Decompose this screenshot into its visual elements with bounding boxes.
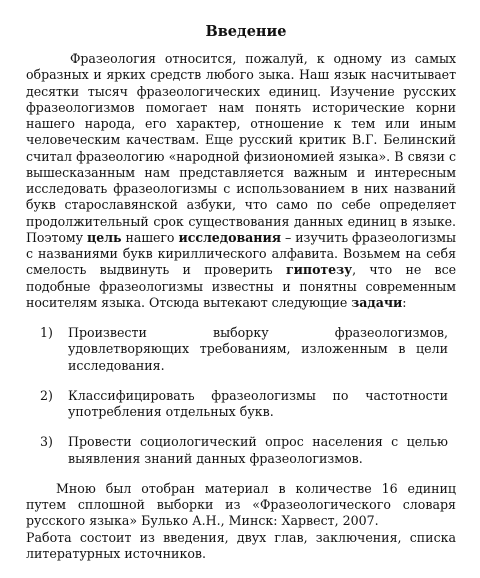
intro-text-1: Фразеология относится, пожалуй, к одному из самых образных и ярких средств любого зыка. Наш язык насчитывает десятки тысяч фразеологических единиц. Изучение русских фразеологизмов помогает нам понять исторические корни нашего народа, его характер, отношение к тем или иным человеческим качествам. Еще русский критик В.Г. Белинский считал фразеологию «народной физиономией языка». В связи с вышесказанным нам представляется важным и интересным исследовать фразеологизмы с использованием в них названий букв старославянской азбуки, что само по себе определяет продолжительный срок существования данных единиц в языке. Поэтому bbox=[26, 51, 456, 245]
list-item-number: 2) bbox=[40, 387, 53, 403]
list-item bbox=[26, 434, 456, 467]
research-keyword: исследования bbox=[178, 229, 281, 245]
tasks-keyword: задачи bbox=[351, 294, 403, 310]
list-item-text: Произвести выборку фразеологизмов, удовлетворяющих требованиям, изложенным в цели исследования. bbox=[68, 325, 448, 373]
list-item-number: 1) bbox=[40, 325, 53, 340]
list-item bbox=[26, 325, 456, 374]
intro-text-5: : bbox=[402, 294, 407, 310]
hypothesis-keyword: гипотезу bbox=[285, 262, 353, 278]
material-paragraph: Мною был отобран материал в количестве 16 единиц путем сплошной выборки из «Фразеологического словаря русского языка» Булько А.Н., Минск: Харвест, 2007. bbox=[26, 480, 456, 529]
intro-text-4: , что не все подобные фразеологизмы известны и понятны современным носителям языка. Отсюда вытекают следующие bbox=[26, 262, 456, 310]
structure-paragraph: Работа состоит из введения, двух глав, заключения, списка литературных источников. bbox=[26, 529, 456, 561]
intro-text-3: – изучить фразеологизмы с названиями букв кириллического алфавита. Возьмем на себя смелость выдвинуть и проверить bbox=[26, 229, 456, 278]
page-title: Введение bbox=[205, 23, 287, 40]
intro-paragraph bbox=[26, 51, 456, 311]
tasks-list bbox=[26, 325, 456, 467]
list-item-number: 3) bbox=[40, 434, 53, 450]
list-item-text: Провести социологический опрос населения с целью выявления знаний данных фразеологизмов. bbox=[68, 434, 448, 466]
list-item-text: Классифицировать фразеологизмы по частотности употребления отдельных букв. bbox=[68, 387, 448, 419]
intro-text-2: нашего bbox=[121, 229, 179, 245]
goal-keyword: цель bbox=[87, 229, 122, 245]
list-item bbox=[26, 388, 456, 421]
